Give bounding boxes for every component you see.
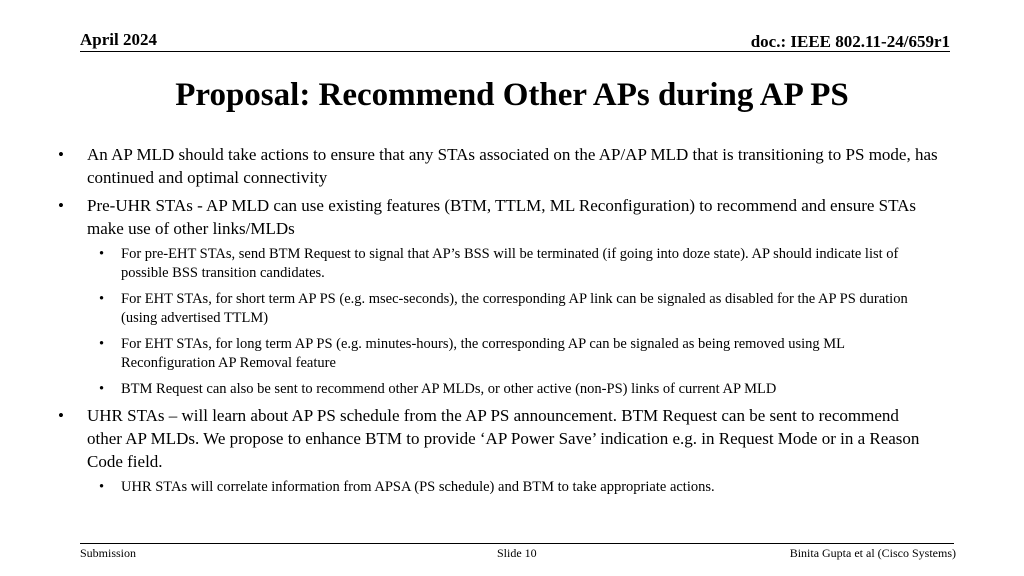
sub-bullet-item bbox=[58, 335, 938, 373]
footer-divider bbox=[80, 543, 954, 544]
bullet-icon: • bbox=[99, 336, 105, 352]
bullet-icon: • bbox=[99, 479, 105, 495]
sub-bullet-item bbox=[58, 478, 938, 497]
header-date: April 2024 bbox=[80, 30, 157, 49]
footer-submission: Submission bbox=[80, 546, 137, 560]
bullet-icon: • bbox=[58, 145, 64, 164]
bullet-icon: • bbox=[58, 406, 64, 425]
bullet-icon: • bbox=[58, 196, 64, 215]
bullet-icon: • bbox=[99, 381, 105, 397]
sub-bullet-text: For EHT STAs, for long term AP PS (e.g. minutes-hours), the corresponding AP can be signaled as being removed using ML Reconfiguration AP Removal feature bbox=[121, 336, 845, 371]
bullet-icon: • bbox=[99, 246, 105, 262]
bullet-item bbox=[58, 143, 938, 189]
sub-bullet-text: For EHT STAs, for short term AP PS (e.g. msec-seconds), the corresponding AP link can be signaled as disabled for the AP PS duration (using advertised TTLM) bbox=[121, 291, 908, 326]
slide-title: Proposal: Recommend Other APs during AP PS bbox=[175, 77, 849, 113]
footer-slide-number: Slide 10 bbox=[497, 546, 537, 560]
header-divider bbox=[80, 51, 950, 52]
sub-bullet-item bbox=[58, 380, 938, 399]
bullet-item bbox=[58, 404, 938, 473]
bullet-item bbox=[58, 194, 938, 240]
bullet-text: An AP MLD should take actions to ensure that any STAs associated on the AP/AP MLD that is transitioning to PS mode, has continued and optimal connectivity bbox=[87, 145, 938, 187]
slide-body bbox=[58, 143, 938, 504]
sub-bullet-item bbox=[58, 245, 938, 283]
sub-bullet-text: BTM Request can also be sent to recommend other AP MLDs, or other active (non-PS) links of current AP MLD bbox=[121, 381, 777, 397]
header-doc-id: doc.: IEEE 802.11-24/659r1 bbox=[750, 32, 950, 51]
bullet-icon: • bbox=[99, 291, 105, 307]
bullet-text: Pre-UHR STAs - AP MLD can use existing features (BTM, TTLM, ML Reconfiguration) to recommend and ensure STAs make use of other links/MLDs bbox=[87, 196, 917, 238]
bullet-text: UHR STAs – will learn about AP PS schedule from the AP PS announcement. BTM Request can be sent to recommend other AP MLDs. We propose to enhance BTM to provide ‘AP Power Save’ indication e.g. in Request Mode or in a Reason Code field. bbox=[87, 406, 920, 471]
sub-bullet-text: UHR STAs will correlate information from APSA (PS schedule) and BTM to take appropriate actions. bbox=[121, 479, 715, 495]
sub-bullet-text: For pre-EHT STAs, send BTM Request to signal that AP’s BSS will be terminated (if going into doze state). AP should indicate list of possible BSS transition candidates. bbox=[121, 246, 899, 281]
footer-authors: Binita Gupta et al (Cisco Systems) bbox=[789, 546, 956, 560]
sub-bullet-item bbox=[58, 290, 938, 328]
